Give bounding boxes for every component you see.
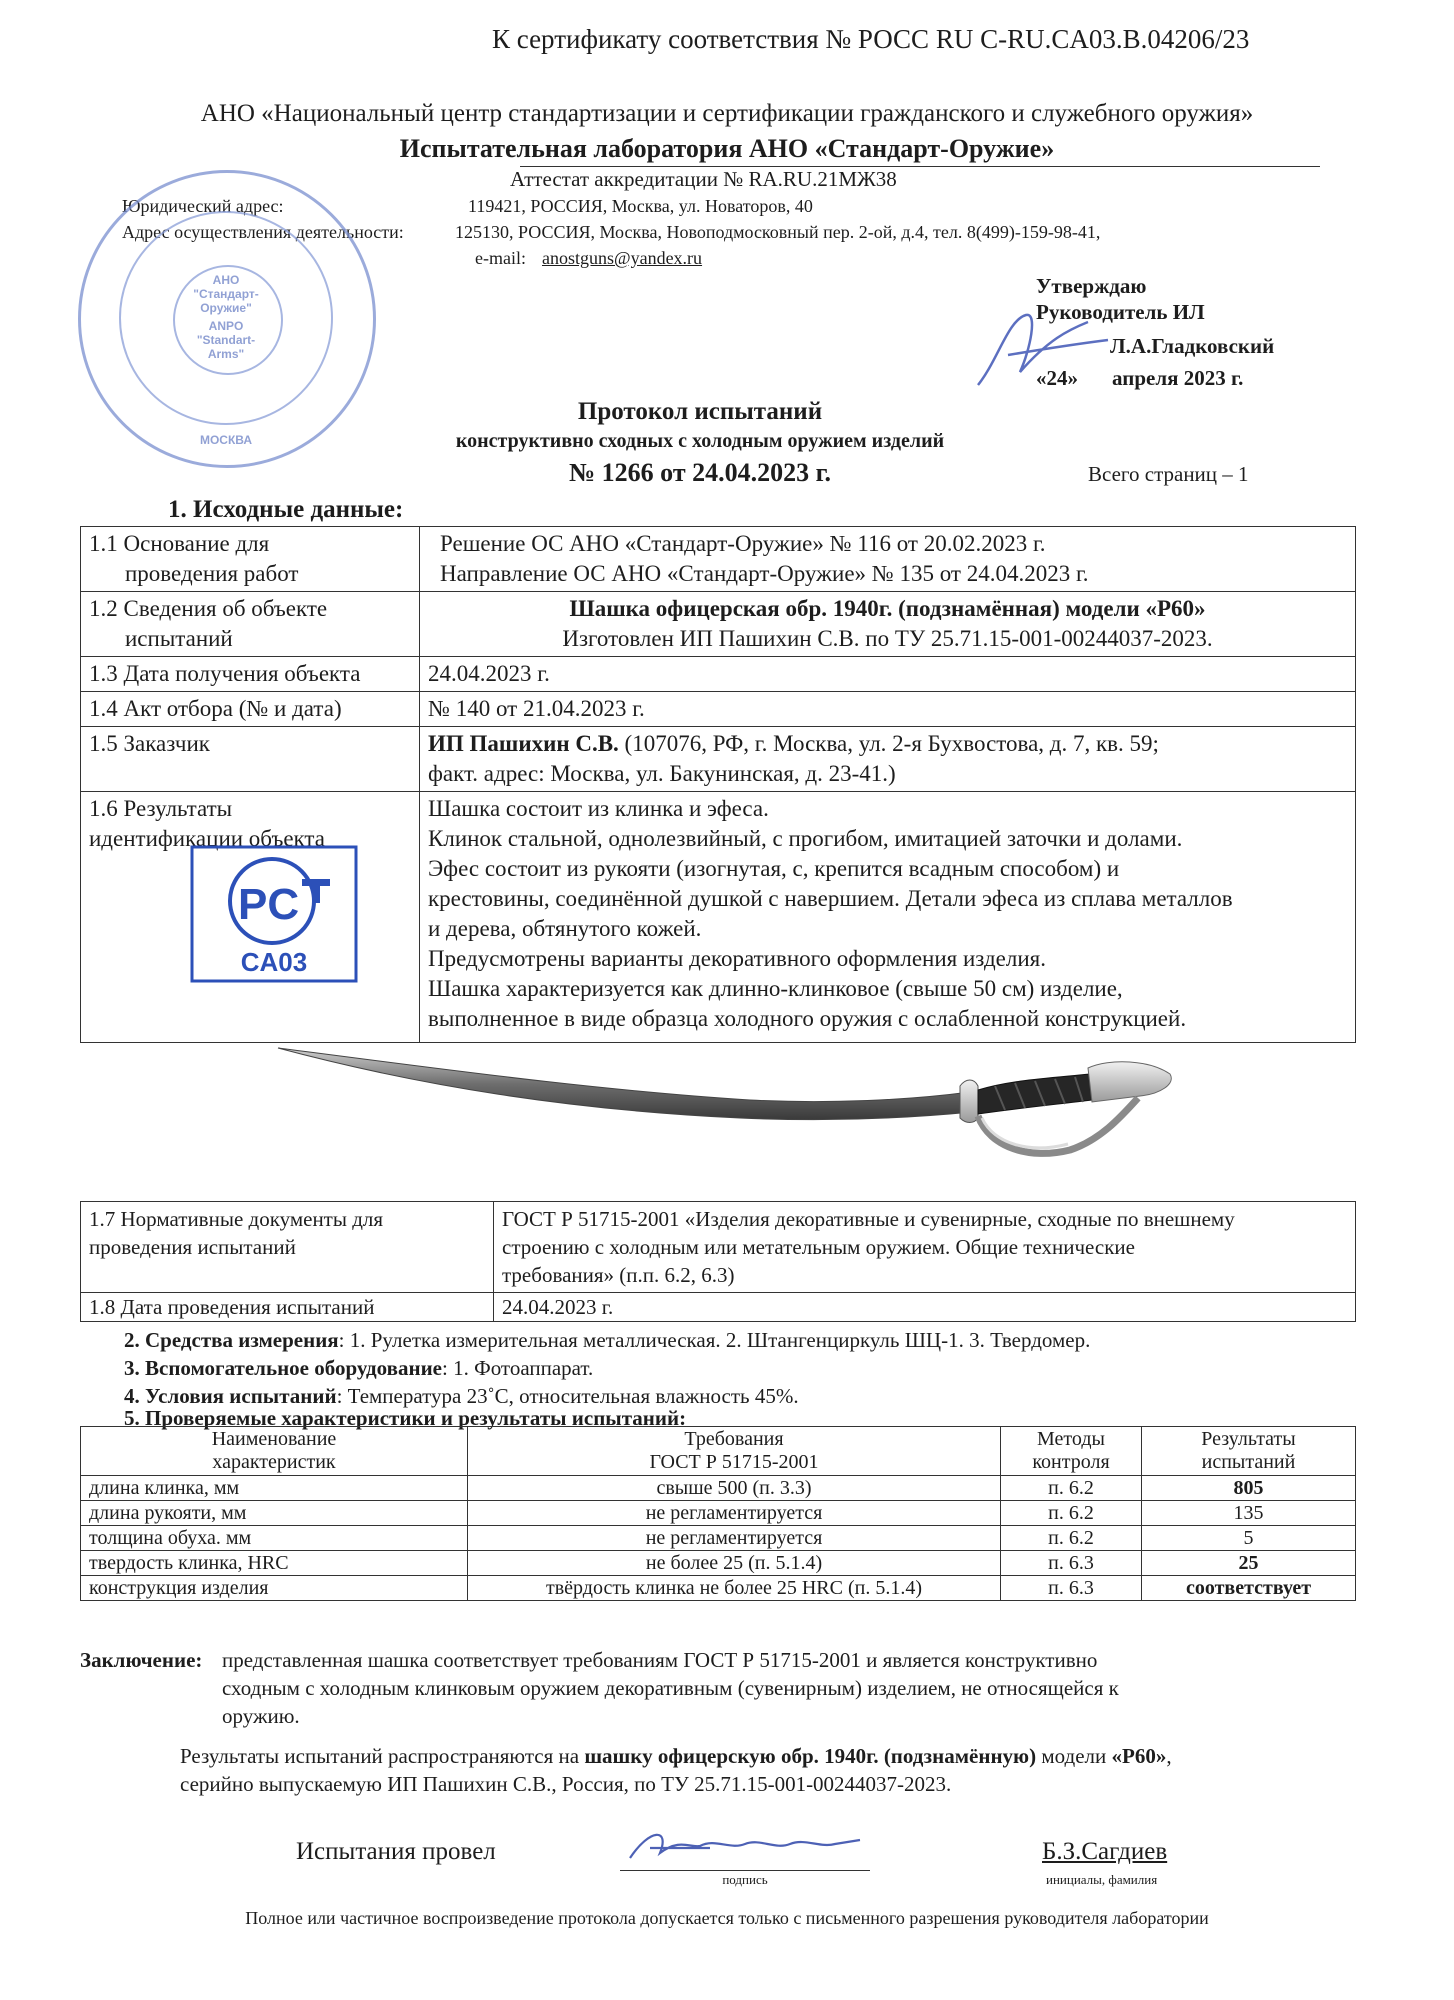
row-value [420,527,1356,592]
organization-name: АНО «Национальный центр стандартизации и сертификации гражданского и служебного оружия» [200,100,1254,127]
cell-name: длина рукояти, мм [81,1501,468,1526]
cell-result: 5 [1142,1526,1356,1551]
customer-name: ИП Пашихин С.В. [428,731,619,756]
value-line: Клинок стальной, однолезвийный, с прогибом, имитацией заточки и долами. [428,826,1183,851]
lab-name: Испытательная лаборатория АНО «Стандарт-Оружие» [399,134,1055,163]
table-row [81,1551,1356,1576]
row-value [420,592,1356,657]
conclusion-line: представленная шашка соответствует требованиям ГОСТ Р 51715-2001 и является конструктивно [222,1648,1098,1672]
normative-table [80,1201,1356,1322]
tested-by-label: Испытания провел [296,1838,496,1865]
seal-text: ANPO [208,319,244,333]
table-row [81,1576,1356,1601]
results-table [80,1426,1356,1601]
seal-text: МОСКВА [199,433,253,447]
cell-method: п. 6.2 [1001,1526,1142,1551]
seal-text: "Стандарт- [193,287,259,301]
name-caption: инициалы, фамилия [1046,1872,1158,1887]
header-line: ГОСТ Р 51715-2001 [649,1451,819,1473]
cell-requirement: твёрдость клинка не более 25 HRC (п. 5.1.4) [468,1576,1001,1601]
svg-text:PC: PC [238,880,300,929]
row-value [420,792,1356,1043]
table-row [81,657,1356,692]
section-head: 2. Средства измерения [124,1328,339,1352]
cell-method: п. 6.2 [1001,1501,1142,1526]
label-line: 1.1 Основание для [89,531,270,556]
value-line: Направление ОС АНО «Стандарт-Оружие» № 135 от 24.04.2023 г. [440,561,1089,586]
cell-name: толщина обуха. мм [81,1526,468,1551]
row-label: 1.5 Заказчик [81,727,420,792]
table-row [81,727,1356,792]
approver-signature [968,300,1118,400]
approval-line1: Утверждаю [1036,274,1147,298]
results-scope [180,1744,1172,1769]
table-row [81,1202,1356,1293]
results-scope-line2: серийно выпускаемую ИП Пашихин С.В., Россия, по ТУ 25.71.15-001-00244037-2023. [180,1772,952,1796]
value-line: ГОСТ Р 51715-2001 «Изделия декоративные и сувенирные, сходные по внешнему [502,1207,1235,1231]
approval-day: «24» [1036,366,1078,390]
header-line: Методы [1037,1428,1105,1450]
approval-date: апреля 2023 г. [1112,366,1244,390]
section1-heading: 1. Исходные данные: [168,496,404,523]
table-row [81,1501,1356,1526]
table-row [81,592,1356,657]
tester-name: Б.З.Сагдиев [1042,1838,1168,1865]
value-line: требования» (п.п. 6.2, 6.3) [502,1263,735,1287]
row-value: № 140 от 21.04.2023 г. [420,692,1356,727]
header-line: Результаты [1201,1428,1296,1450]
value-line: Изготовлен ИП Пашихин С.В. по ТУ 25.71.15-001-00244037-2023. [562,626,1213,651]
scope-text: модели [1036,1744,1112,1768]
cell-name: длина клинка, мм [81,1476,468,1501]
seal-text: "Standart- [196,333,256,347]
email-link[interactable]: anostguns@yandex.ru [542,248,703,268]
section-text: : Температура 23˚С, относительная влажность 45%. [336,1384,799,1408]
value-line: Эфес состоит из рукояти (изогнутая, с, крепится всадным способом) и [428,856,1120,881]
cell-requirement: не регламентируется [468,1526,1001,1551]
activity-address-value: 125130, РОССИЯ, Москва, Новоподмосковный пер. 2-ой, д.4, тел. 8(499)-159-98-41, [455,222,1101,242]
label-line: 1.6 Результаты [89,796,233,821]
row-label: 1.3 Дата получения объекта [81,657,420,692]
signature-caption: подпись [722,1872,768,1887]
header-line: испытаний [1201,1451,1296,1473]
label-line: идентификации объекта [89,826,325,851]
table-header-row [81,1427,1356,1476]
cell-requirement: не более 25 (п. 5.1.4) [468,1551,1001,1576]
row-label: 1.8 Дата проведения испытаний [81,1293,494,1322]
auxiliary-equipment [124,1356,593,1381]
column-header [81,1427,468,1476]
section-head: 4. Условия испытаний [124,1384,337,1408]
table-row [81,692,1356,727]
table-row [81,527,1356,592]
approval-line2: Руководитель ИЛ [1036,300,1205,324]
label-line: 1.7 Нормативные документы для [89,1207,384,1231]
label-line: испытаний [125,626,233,651]
header-line: характеристик [212,1451,336,1473]
customer-address: (107076, РФ, г. Москва, ул. 2-я Бухвостова, д. 7, кв. 59; [624,731,1159,756]
header-line: контроля [1032,1451,1110,1473]
object-name: Шашка офицерская обр. 1940г. (подзнамённая) модели «Р60» [569,596,1206,621]
reproduction-notice: Полное или частичное воспроизведение протокола допускается только с письменного разрешения руководителя лаборатории [245,1908,1209,1928]
seal-text: Arms" [207,347,245,361]
table-row [81,1526,1356,1551]
legal-address-value: 119421, РОССИЯ, Москва, ул. Новаторов, 40 [468,196,813,216]
value-line: факт. адрес: Москва, ул. Бакунинская, д. 23-41.) [428,761,896,786]
cell-method: п. 6.3 [1001,1576,1142,1601]
cell-name: твердость клинка, HRC [81,1551,468,1576]
label-line: 1.2 Сведения об объекте [89,596,328,621]
row-value: 24.04.2023 г. [494,1293,1356,1322]
activity-address-label: Адрес осуществления деятельности: [122,222,404,242]
approver-name: Л.А.Гладковский [1110,334,1275,358]
label-line: проведения работ [125,561,299,586]
scope-text: , [1166,1744,1172,1768]
tester-signature [620,1818,880,1878]
cell-name: конструкция изделия [81,1576,468,1601]
conclusion-line: оружию. [222,1704,300,1728]
value-line: крестовины, соединённой душкой с навершием. Детали эфеса из сплава металлов [428,886,1233,911]
rst-mark-code: CA03 [240,947,308,977]
value-line: Решение ОС АНО «Стандарт-Оружие» № 116 от 20.02.2023 г. [440,531,1046,556]
cell-method: п. 6.2 [1001,1476,1142,1501]
section-text: : 1. Рулетка измерительная металлическая. 2. Штангенциркуль ШЦ-1. 3. Твердомер. [338,1328,1091,1352]
value-line: Предусмотрены варианты декоративного оформления изделия. [428,946,1046,971]
row-label [81,1202,494,1293]
rst-certification-mark [190,845,358,983]
section-text: : 1. Фотоаппарат. [442,1356,594,1380]
cell-requirement: свыше 500 (п. 3.3) [468,1476,1001,1501]
scope-text: Результаты испытаний распространяются на [180,1744,585,1768]
row-value: 24.04.2023 г. [420,657,1356,692]
scope-product: шашку офицерскую обр. 1940г. (подзнамённую) [584,1744,1037,1768]
sabre-photo [270,1038,1190,1178]
accreditation: Аттестат аккредитации № RA.RU.21МЖ38 [510,167,897,191]
row-label: 1.4 Акт отбора (№ и дата) [81,692,420,727]
cell-result: 135 [1142,1501,1356,1526]
signature-line [620,1870,870,1871]
conclusion-label: Заключение: [80,1648,203,1672]
row-label [81,592,420,657]
section-head: 3. Вспомогательное оборудование [124,1356,443,1380]
value-line: и дерева, обтянутого кожей. [428,916,702,941]
table-row [81,1476,1356,1501]
cell-result: 25 [1142,1551,1356,1576]
protocol-subtitle: конструктивно сходных с холодным оружием изделий [455,430,945,452]
page-count: Всего страниц – 1 [1088,462,1249,486]
column-header [468,1427,1001,1476]
cell-requirement: не регламентируется [468,1501,1001,1526]
table-row [81,1293,1356,1322]
value-line: Шашка состоит из клинка и эфеса. [428,796,769,821]
row-value [494,1202,1356,1293]
label-line: проведения испытаний [89,1235,296,1259]
seal-text: Оружие" [200,301,252,315]
certificate-reference: К сертификату соответствия № РОСС RU C-RU.CA03.B.04206/23 [492,24,1250,54]
column-header [1142,1427,1356,1476]
row-value [420,727,1356,792]
protocol-number: № 1266 от 24.04.2023 г. [569,458,831,487]
header-line: Требования [684,1428,784,1450]
value-line: строению с холодным или метательным оружием. Общие технические [502,1235,1135,1259]
cell-result: 805 [1142,1476,1356,1501]
value-line: выполненное в виде образца холодного оружия с ослабленной конструкцией. [428,1006,1187,1031]
value-line [428,729,1347,759]
cell-result: соответствует [1142,1576,1356,1601]
section-head: 5. Проверяемые характеристики и результаты испытаний: [124,1406,687,1430]
row-label [81,527,420,592]
scope-model: «Р60» [1111,1744,1167,1768]
protocol-title: Протокол испытаний [577,398,823,425]
value-line: Шашка характеризуется как длинно-клинковое (свыше 50 см) изделие, [428,976,1123,1001]
conclusion-line: сходным с холодным клинковым оружием декоративным (сувенирным) изделием, не относящейся к [222,1676,1119,1700]
column-header [1001,1427,1142,1476]
legal-address-label: Юридический адрес: [122,196,284,216]
email-label: e-mail: [475,248,526,268]
cell-method: п. 6.3 [1001,1551,1142,1576]
header-line: Наименование [211,1428,337,1450]
seal-text: АНО [212,273,240,287]
measuring-instruments [124,1328,1090,1353]
